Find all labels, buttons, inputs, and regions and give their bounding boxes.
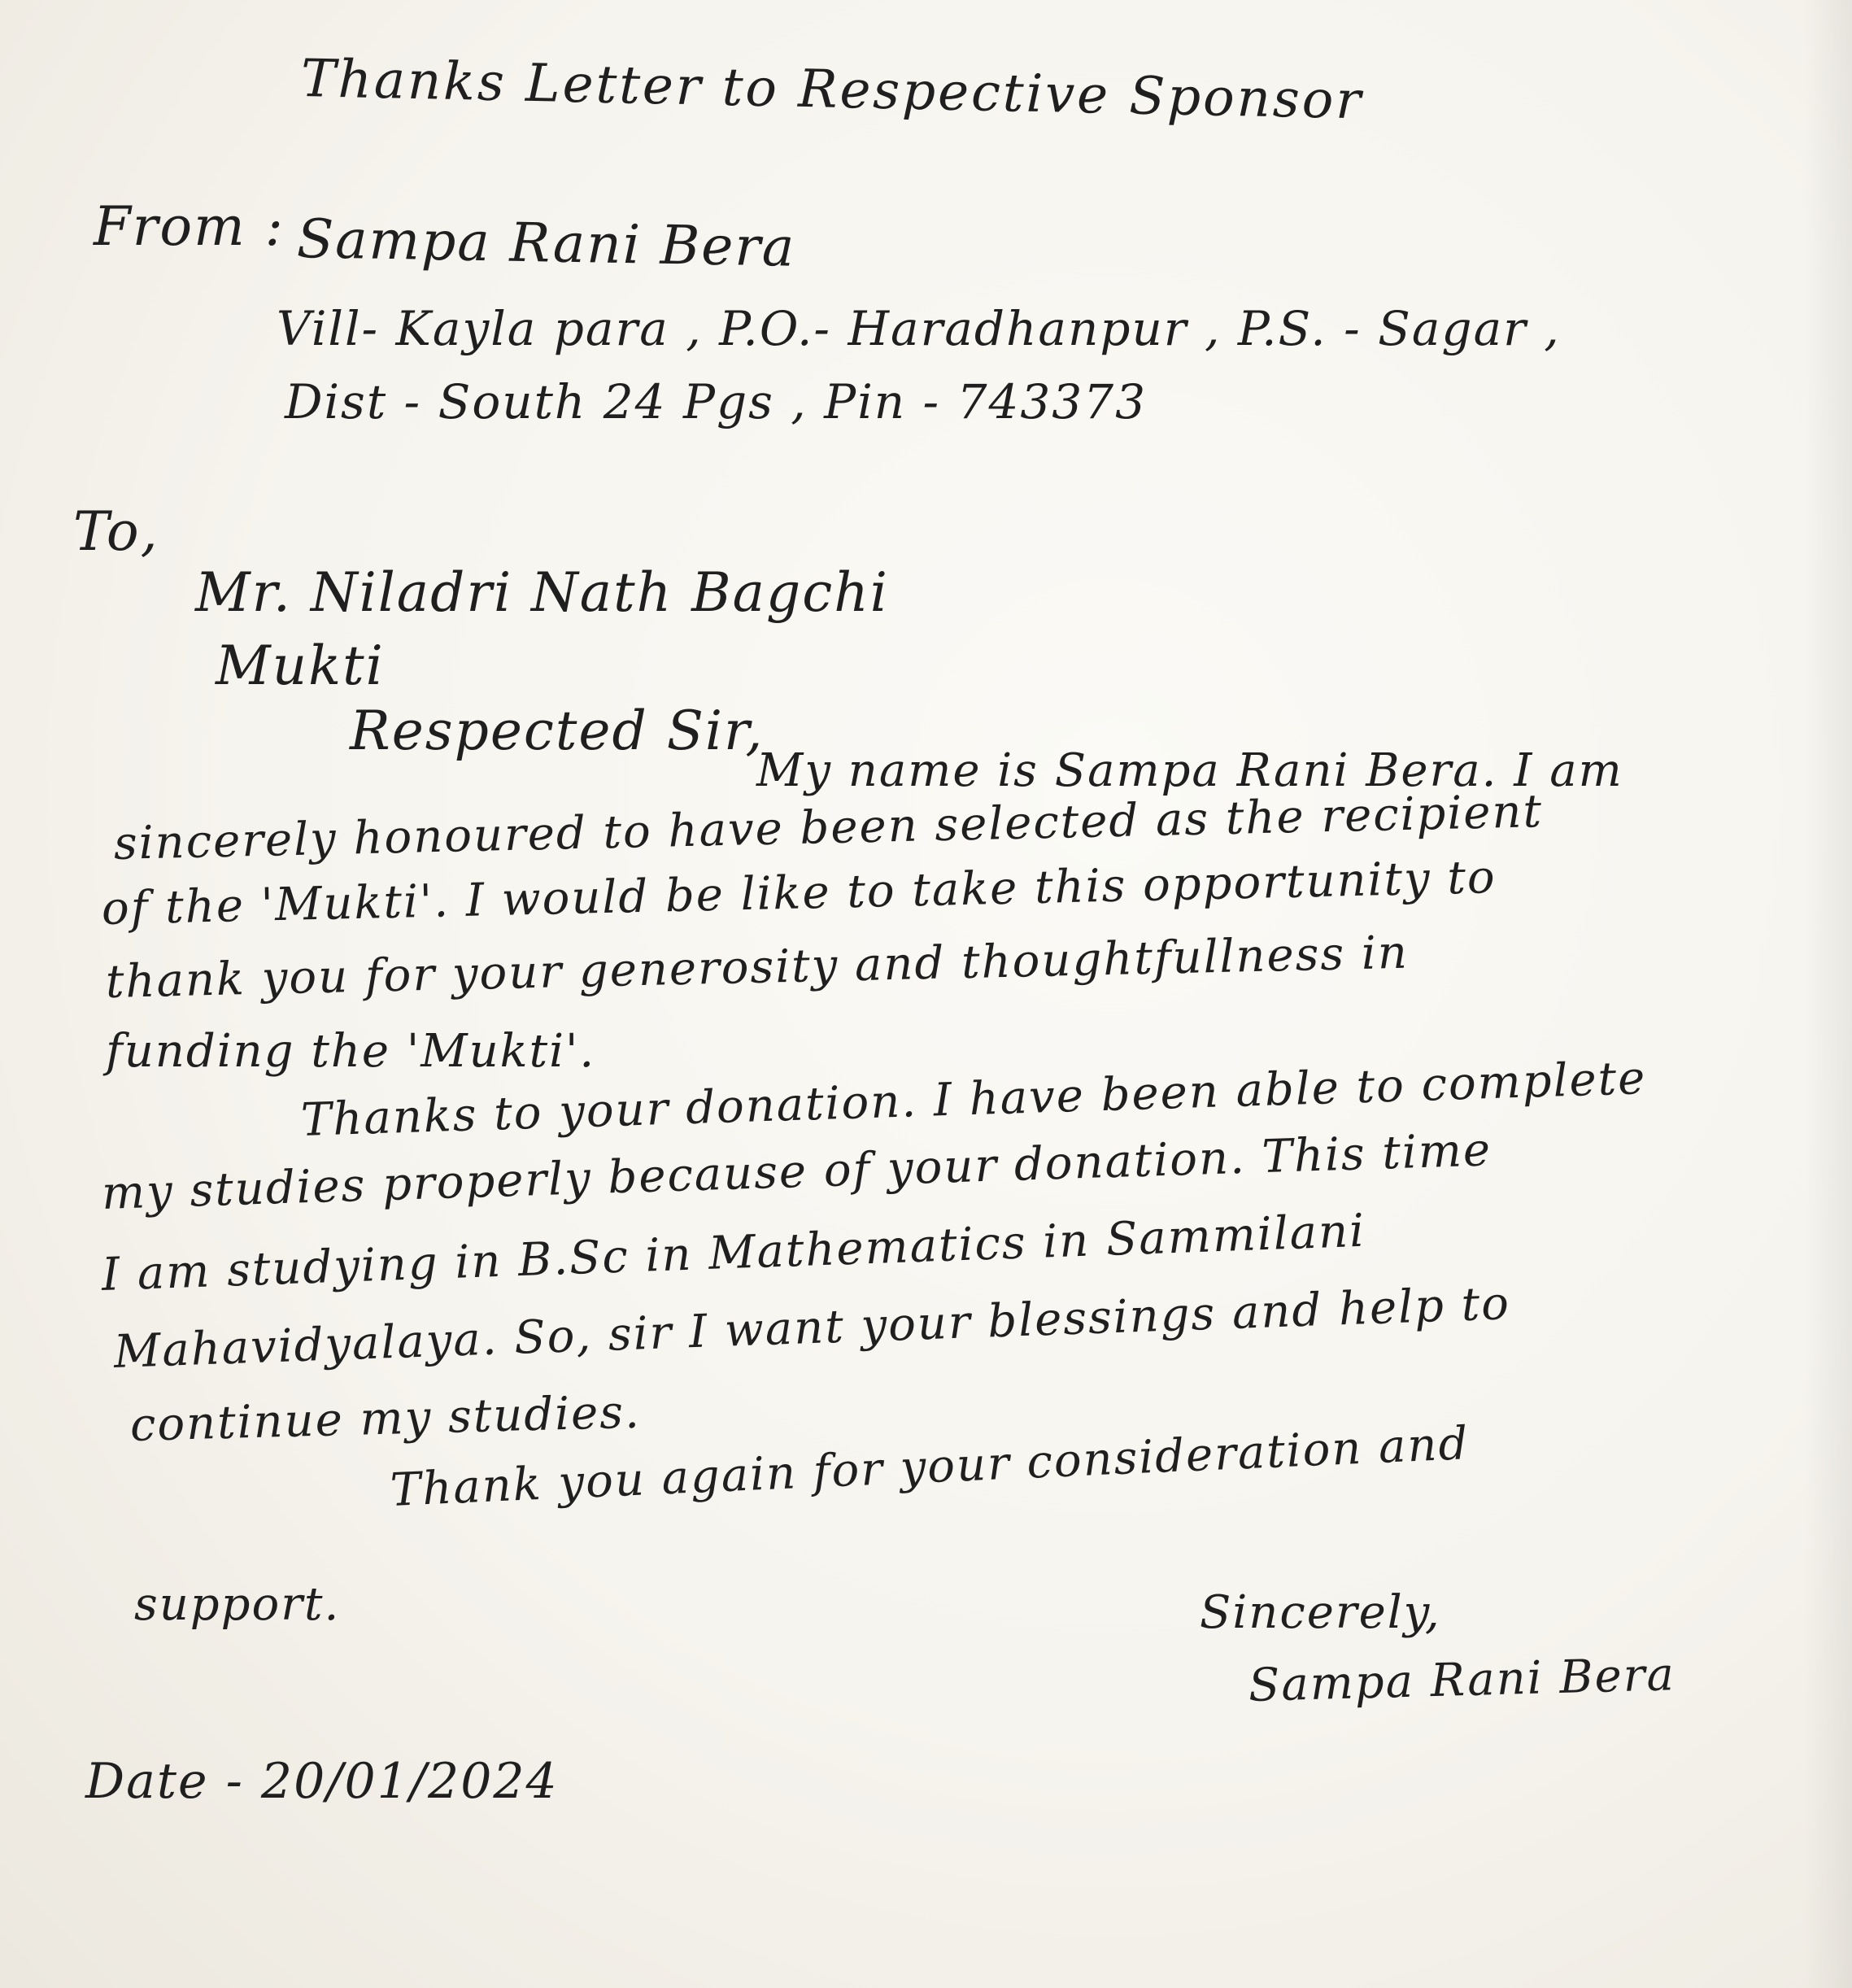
letter-title: Thanks Letter to Respective Sponsor bbox=[300, 49, 1364, 132]
salutation: Respected Sir, bbox=[350, 700, 765, 762]
paragraph-3-line-1: Thank you again for your consideration and bbox=[389, 1417, 1471, 1517]
closing: Sincerely, bbox=[1200, 1586, 1441, 1639]
sender-address-line-1: Vill- Kayla para , P.O.- Haradhanpur , P.S. - Sagar , bbox=[277, 301, 1561, 356]
paragraph-1-line-1: My name is Sampa Rani Bera. I am bbox=[756, 744, 1623, 797]
paragraph-2-line-5: continue my studies. bbox=[129, 1385, 642, 1452]
sender-name: Sampa Rani Bera bbox=[296, 207, 796, 279]
recipient-organization: Mukti bbox=[216, 634, 385, 697]
paragraph-2-line-3: I am studying in B.Sc in Mathematics in Sammilani bbox=[100, 1204, 1367, 1301]
paragraph-2-line-1: Thanks to your donation. I have been able to complete bbox=[299, 1052, 1648, 1147]
from-label: From : bbox=[94, 195, 285, 258]
paragraph-1-line-5: funding the 'Mukti'. bbox=[106, 1025, 596, 1078]
paragraph-2-line-2: my studies properly because of your donation. This time bbox=[100, 1123, 1492, 1220]
paragraph-1-line-4: thank you for your generosity and thoughtfullness in bbox=[105, 926, 1410, 1009]
paragraph-2-line-4: Mahavidyalaya. So, sir I want your blessings and help to bbox=[112, 1277, 1511, 1379]
signature: Sampa Rani Bera bbox=[1248, 1648, 1676, 1712]
paragraph-1-line-2: sincerely honoured to have been selected as the recipient bbox=[113, 785, 1544, 870]
paragraph-1-line-3: of the 'Mukti'. I would be like to take this opportunity to bbox=[101, 851, 1497, 935]
recipient-name: Mr. Niladri Nath Bagchi bbox=[195, 561, 889, 624]
to-label: To, bbox=[73, 500, 159, 563]
letter-date: Date - 20/01/2024 bbox=[85, 1753, 559, 1810]
paragraph-3-line-2: support. bbox=[134, 1578, 341, 1631]
sender-address-line-2: Dist - South 24 Pgs , Pin - 743373 bbox=[285, 374, 1147, 429]
